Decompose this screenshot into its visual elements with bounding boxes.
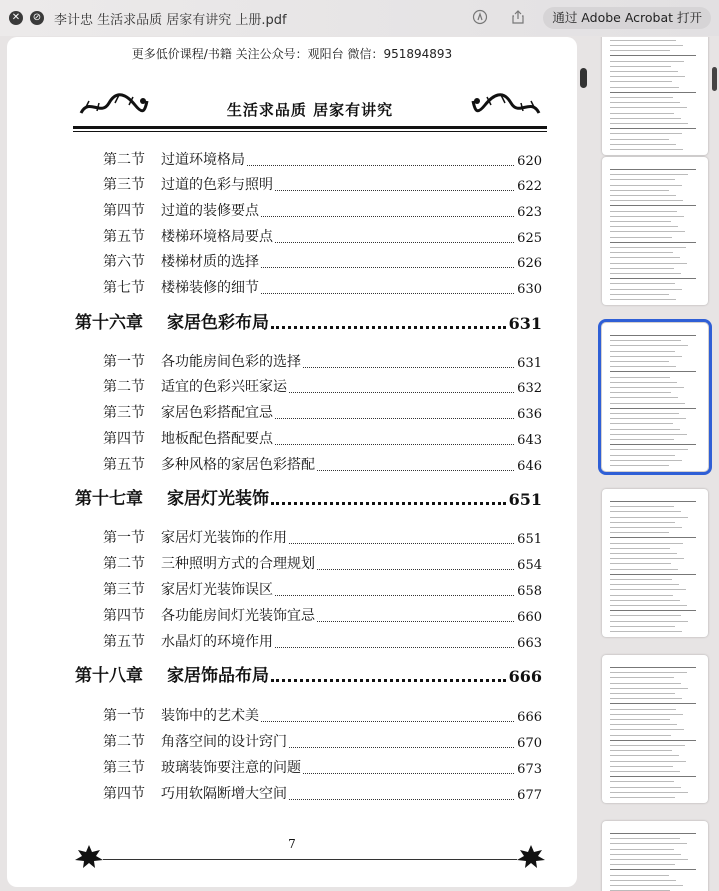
thumbnail-text-line [610,237,672,238]
thumbnail-text-line [610,144,676,145]
toc-leader-dots [271,679,506,682]
thumbnail-text-line [610,149,683,150]
window-title: 李计忠 生活求品质 居家有讲究 上册.pdf [54,12,287,28]
toc-section-row[interactable] [7,551,577,575]
thumbnail-text-line [610,735,671,736]
thumbnail-text-line [610,563,671,564]
toc-entry-number: 第四节 [103,786,145,802]
thumbnail-text-line [610,66,671,67]
toc-leader-dots [317,470,514,471]
thumbnail-text-line [610,45,683,46]
thumbnail-text-line [610,97,673,98]
thumbnail-text-line [610,501,696,502]
toc-entry-title: 装饰中的艺术美 [161,708,259,724]
thumbnail-text-line [610,195,676,196]
thumbnail-text-line [610,579,672,580]
toc-entry-title: 家居色彩布局 [167,313,269,333]
toc-entry-number: 第六节 [103,254,145,270]
thumbnail-text-line [610,537,696,538]
thumbnail-text-line [610,71,678,72]
toc-chapter-row[interactable] [7,311,577,335]
toc-entry-number: 第四节 [103,608,145,624]
thumbnail-text-line [610,278,696,279]
thumbnail-text-line [610,532,669,533]
thumbnail-text-line [610,610,696,611]
toc-section-row[interactable] [7,452,577,476]
thumbnail-text-line [610,683,681,684]
thumbnail-text-line [610,387,684,388]
toc-entry-number: 第二节 [103,379,145,395]
page-thumbnail[interactable] [602,821,708,891]
thumbnail-text-line [610,621,688,622]
toc-entry-page: 658 [517,584,542,599]
thumbnail-text-line [610,418,686,419]
close-icon[interactable]: ✕ [9,11,23,25]
thumbnail-text-line [610,766,673,767]
toc-leader-dots [289,747,514,748]
thumbnail-text-line [610,595,673,596]
toc-entry-number: 第一节 [103,530,145,546]
share-icon[interactable] [509,9,527,27]
thumbnail-text-line [610,61,684,62]
header-title: 生活求品质 居家有讲究 [226,101,394,119]
thumbnail-text-line [610,698,682,699]
thumbnail-text-line [610,833,696,834]
toc-leader-dots [261,267,514,268]
toc-leader-dots [275,242,514,243]
toc-entry-page: 643 [517,433,542,448]
toc-leader-dots [303,367,514,368]
page-thumbnail[interactable] [602,655,708,803]
toc-section-row[interactable] [7,525,577,549]
thumbnail-text-line [610,289,682,290]
toc-entry-number: 第三节 [103,582,145,598]
thumbnail-text-line [610,776,696,777]
thumbnail-text-line [610,543,683,544]
thumbnail-text-line [610,838,680,839]
toc-section-row[interactable] [7,349,577,373]
thumbnail-text-line [610,574,696,575]
maple-leaf-icon [73,843,105,869]
toc-entry-page: 651 [508,490,542,509]
thumbnail-text-line [610,139,669,140]
thumbnail-text-line [610,781,674,782]
thumbnail-text-line [610,361,669,362]
toc-entry-page: 625 [517,231,542,246]
thumbnail-text-line [610,455,675,456]
thumbnail-text-line [610,605,687,606]
toc-section-row[interactable] [7,603,577,627]
toc-entry-number: 第十七章 [75,489,143,509]
toc-section-row[interactable] [7,374,577,398]
pdf-page [7,37,577,887]
toc-entry-number: 第三节 [103,405,145,421]
thumbnail-text-line [610,413,679,414]
thumbnail-text-line [610,600,680,601]
toc-leader-dots [275,647,514,648]
thumbnail-text-line [610,268,674,269]
toc-entry-number: 第五节 [103,634,145,650]
thumbnail-text-line [610,672,687,673]
toc-leader-dots [275,190,514,191]
page-scrollbar[interactable] [580,68,587,88]
thumbnail-text-line [610,392,671,393]
toc-entry-number: 第七节 [103,280,145,296]
toc-leader-dots [275,595,514,596]
thumbnail-text-line [610,113,674,114]
toc-section-row[interactable] [7,781,577,805]
toc-entry-page: 654 [517,558,542,573]
thumbnail-text-line [610,859,688,860]
thumbnail-text-line [610,273,681,274]
toc-entry-title: 过道的色彩与照明 [161,177,273,193]
toc-entry-page: 630 [517,282,542,297]
toc-entry-page: 636 [517,407,542,422]
toc-section-row[interactable] [7,629,577,653]
toc-section-row[interactable] [7,224,577,248]
toc-entry-title: 家居饰品布局 [167,666,269,686]
thumbnail-text-line [610,626,675,627]
toc-section-row[interactable] [7,198,577,222]
toc-entry-title: 楼梯装修的细节 [161,280,259,296]
open-in-acrobat-button[interactable]: 通过 Adobe Acrobat 打开 [543,7,711,29]
toc-entry-title: 家居灯光装饰 [167,489,269,509]
toc-section-row[interactable] [7,249,577,273]
toc-entry-title: 各功能房间灯光装饰宜忌 [161,608,315,624]
toc-entry-page: 666 [517,710,542,725]
toc-section-row[interactable] [7,400,577,424]
page-thumbnail-selected[interactable] [602,323,708,471]
thumbnail-text-line [610,792,688,793]
toc-entry-title: 家居灯光装饰误区 [161,582,273,598]
header-rule-thin [73,131,547,132]
toc-entry-title: 玻璃装饰要注意的问题 [161,760,301,776]
thumbnail-text-line [610,787,681,788]
thumbnail-text-line [610,677,674,678]
thumbnail-text-line [610,761,686,762]
toc-section-row[interactable] [7,275,577,299]
thumbnail-text-line [610,335,696,336]
thumbnail-text-line [610,429,680,430]
page-number: 7 [288,837,296,851]
thumbnail-text-line [610,714,683,715]
toc-chapter-row[interactable] [7,487,577,511]
toc-leader-dots [289,543,514,544]
toc-entry-number: 第二节 [103,556,145,572]
toc-entry-page: 651 [517,532,542,547]
toc-entry-page: 660 [517,610,542,625]
thumbnail-text-line [610,703,696,704]
thumbnail-text-line [610,356,682,357]
thumbnail-text-line [610,263,687,264]
thumbnail-text-line [610,128,696,129]
toc-leader-dots [317,621,514,622]
thumbnail-text-line [610,351,675,352]
thumbnail-text-line [610,843,687,844]
toc-entry-title: 过道的装修要点 [161,203,259,219]
thumbnail-text-line [610,615,681,616]
thumbnail-text-line [610,693,675,694]
thumbnail-text-line [610,76,685,77]
thumbnail-text-line [610,444,696,445]
thumbnail-text-line [610,408,696,409]
thumbnail-text-line [610,522,675,523]
toc-entry-title: 角落空间的设计窍门 [161,734,287,750]
thumbnail-text-line [610,771,680,772]
thumbnail-text-line [610,252,673,253]
toc-leader-dots [289,392,514,393]
toc-entry-number: 第一节 [103,354,145,370]
thumbnail-text-line [610,558,684,559]
toc-entry-page: 663 [517,636,542,651]
thumbnail-text-line [610,719,670,720]
toc-entry-number: 第三节 [103,177,145,193]
thumbnail-text-line [610,371,696,372]
toc-section-row[interactable] [7,755,577,779]
toc-entry-title: 水晶灯的环境作用 [161,634,273,650]
thumbnail-text-line [610,506,674,507]
thumbnail-text-line [610,231,685,232]
thumbnail-text-line [610,190,669,191]
thumbnail-text-line [610,40,676,41]
toc-entry-title: 三种照明方式的合理规划 [161,556,315,572]
toc-leader-dots [271,502,506,505]
thumbnail-text-line [610,569,678,570]
thumbnail-text-line [610,511,681,512]
thumbnail-text-line [610,216,684,217]
thumbnail-text-line [610,729,684,730]
thumbnail-text-line [610,869,696,870]
toc-chapter-row[interactable] [7,664,577,688]
toc-entry-title: 各功能房间色彩的选择 [161,354,301,370]
thumbnail-text-line [610,92,696,93]
toc-entry-title: 楼梯环境格局要点 [161,229,273,245]
thumbnail-text-line [610,880,676,881]
toc-entry-number: 第五节 [103,229,145,245]
thumbnail-text-line [610,247,686,248]
thumbnail-text-line [610,584,679,585]
toc-entry-number: 第三节 [103,760,145,776]
toc-leader-dots [275,418,514,419]
thumbnail-text-line [610,226,678,227]
page-thumbnail[interactable] [602,157,708,305]
toc-entry-title: 家居灯光装饰的作用 [161,530,287,546]
toc-entry-page: 646 [517,459,542,474]
toc-entry-title: 家居色彩搭配宜忌 [161,405,273,421]
thumbnail-text-line [610,50,670,51]
thumbnail-text-line [610,740,696,741]
thumbnail-text-line [610,553,677,554]
thumbnail-text-line [610,179,675,180]
thumbnail-text-line [610,460,682,461]
thumbnail-text-line [610,849,674,850]
thumbnail-text-line [610,340,681,341]
toc-entry-number: 第十六章 [75,313,143,333]
thumbnail-text-line [610,169,696,170]
thumbnail-text-line [610,174,688,175]
toc-entry-title: 过道环境格局 [161,152,245,168]
thumbnail-text-line [610,382,677,383]
toc-section-row[interactable] [7,729,577,753]
thumbnail-text-line [610,397,678,398]
toc-entry-page: 666 [508,667,542,686]
toc-entry-number: 第五节 [103,457,145,473]
thumbnail-text-line [610,221,671,222]
thumbnail-text-line [610,118,681,119]
thumbnail-sidebar [592,37,719,891]
thumbnail-text-line [610,885,683,886]
toc-entry-title: 地板配色搭配要点 [161,431,273,447]
thumbnail-text-line [610,439,674,440]
toc-entry-title: 多种风格的家居色彩搭配 [161,457,315,473]
toc-section-row[interactable] [7,426,577,450]
toc-entry-title: 适宜的色彩兴旺家运 [161,379,287,395]
toc-leader-dots [317,569,514,570]
thumbnail-text-line [610,864,675,865]
page-header [73,89,547,127]
thumbnail-text-line [610,423,673,424]
toc-entry-title: 楼梯材质的选择 [161,254,259,270]
thumbnail-text-line [610,854,681,855]
thumbnail-text-line [610,123,688,124]
thumbnail-text-line [610,205,696,206]
thumbnail-text-line [610,631,682,632]
thumbnail-text-line [610,133,682,134]
toc-leader-dots [271,326,506,329]
markup-pen-icon[interactable] [471,9,489,27]
toc-entry-number: 第十八章 [75,666,143,686]
thumbnail-text-line [610,750,672,751]
sidebar-scrollbar[interactable] [712,67,717,91]
toc-entry-page: 632 [517,381,542,396]
thumbnail-text-line [610,517,688,518]
thumbnail-text-line [610,797,675,798]
toc-leader-dots [289,799,514,800]
thumbnail-text-line [610,667,696,668]
toc-leader-dots [261,721,514,722]
thumbnail-text-line [610,688,688,689]
toc-leader-dots [275,444,514,445]
toc-entry-page: 626 [517,256,542,271]
toc-entry-number: 第四节 [103,203,145,219]
thumbnail-text-line [610,299,676,300]
thumbnail-text-line [610,366,676,367]
thumbnail-text-line [610,724,677,725]
page-thumbnail[interactable] [602,489,708,637]
thumbnail-text-line [610,257,680,258]
no-entry-icon[interactable]: ⊘ [30,11,44,25]
thumbnail-text-line [610,200,683,201]
toc-entry-page: 620 [517,154,542,169]
toc-section-row[interactable] [7,703,577,727]
thumbnail-text-line [610,449,688,450]
thumbnail-text-line [610,755,679,756]
thumbnail-text-line [610,345,688,346]
footer-rule [103,859,517,860]
toc-entry-number: 第一节 [103,708,145,724]
toc-entry-title: 巧用软隔断增大空间 [161,786,287,802]
thumbnail-text-line [610,745,685,746]
toc-entry-page: 623 [517,205,542,220]
toc-entry-number: 第二节 [103,152,145,168]
thumbnail-text-line [610,434,687,435]
title-bar [0,0,719,36]
toc-entry-page: 670 [517,736,542,751]
thumbnail-text-line [610,185,682,186]
thumbnail-text-line [610,55,696,56]
thumbnail-text-line [610,294,669,295]
toc-entry-page: 622 [517,179,542,194]
thumbnail-text-line [610,589,686,590]
toc-leader-dots [303,773,514,774]
thumbnail-text-line [610,548,670,549]
toc-entry-page: 673 [517,762,542,777]
thumbnail-text-line [610,875,669,876]
toc-leader-dots [261,216,514,217]
thumbnail-text-line [610,87,679,88]
toc-entry-page: 631 [508,314,542,333]
thumbnail-text-line [610,102,680,103]
thumbnail-text-line [610,107,687,108]
toc-leader-dots [261,293,514,294]
thumbnail-text-line [610,465,669,466]
promo-line: 更多低价课程/书籍 关注公众号：观阳台 微信：951894893 [131,47,453,61]
page-thumbnail[interactable] [602,37,708,155]
toc-entry-page: 677 [517,788,542,803]
thumbnail-text-line [610,403,685,404]
thumbnail-text-line [610,81,672,82]
toc-section-row[interactable] [7,147,577,171]
toc-section-row[interactable] [7,577,577,601]
thumbnail-text-line [610,283,675,284]
dragon-ornament-icon [471,89,541,121]
maple-leaf-icon [515,843,547,869]
thumbnail-text-line [610,211,677,212]
header-rule [73,126,547,129]
toc-entry-number: 第四节 [103,431,145,447]
toc-entry-number: 第二节 [103,734,145,750]
thumbnail-text-line [610,527,682,528]
toc-leader-dots [247,165,514,166]
thumbnail-text-line [610,242,696,243]
toc-section-row[interactable] [7,172,577,196]
toc-entry-page: 631 [517,356,542,371]
thumbnail-text-line [610,377,670,378]
thumbnail-text-line [610,709,676,710]
